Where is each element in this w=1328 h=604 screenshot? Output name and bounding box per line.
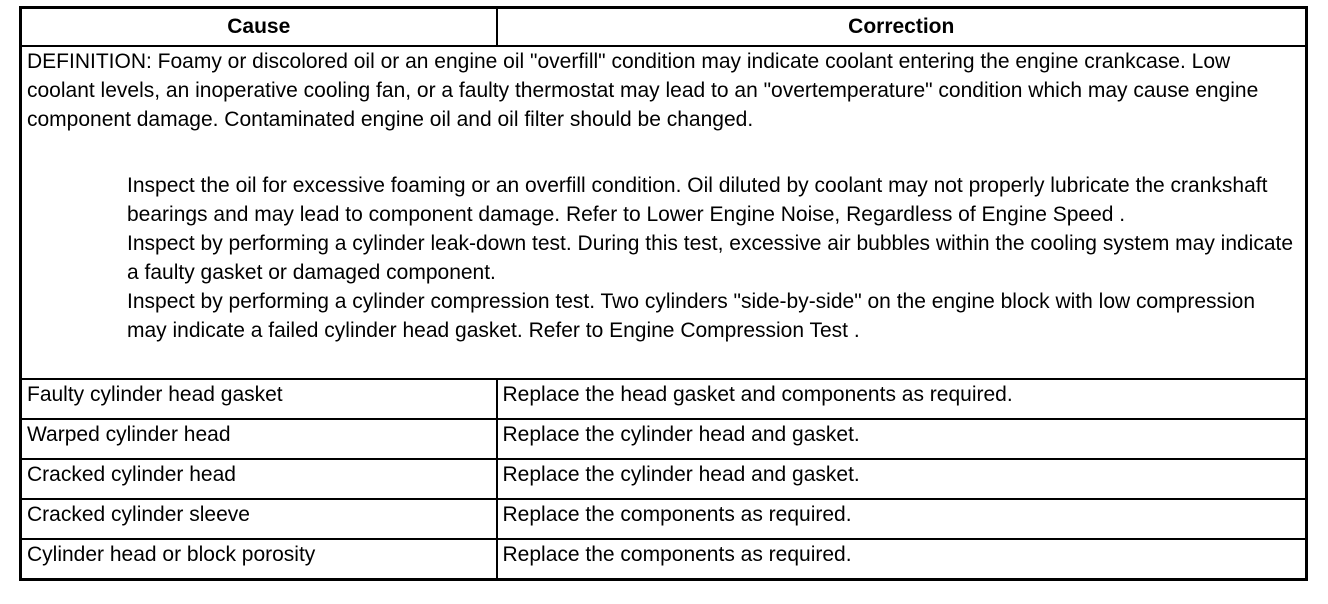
inspection-step: Inspect by performing a cylinder compression test. Two cylinders "side-by-side" on the engine block with low compression may indicate a failed cylinder head gasket. Refer to Engine Compression Test . [127, 290, 1256, 342]
cause-cell: Cracked cylinder sleeve [21, 499, 497, 539]
inspection-step: Inspect by performing a cylinder leak-down test. During this test, excessive air bubbles within the cooling system may indicate a faulty gasket or damaged component. [127, 232, 1294, 284]
cause-cell: Warped cylinder head [21, 419, 497, 459]
correction-cell: Replace the cylinder head and gasket. [497, 419, 1307, 459]
header-correction: Correction [497, 8, 1307, 47]
header-cause: Cause [21, 8, 497, 47]
correction-cell: Replace the components as required. [497, 499, 1307, 539]
cause-cell: Faulty cylinder head gasket [21, 379, 497, 419]
inspection-steps [127, 171, 1300, 345]
table-row [21, 539, 1307, 580]
inspection-step: Inspect the oil for excessive foaming or an overfill condition. Oil diluted by coolant may not properly lubricate the crankshaft bearings and may lead to component damage. Refer to Lower Engine Noise, Regardless of Engine Speed . [127, 174, 1268, 226]
header-row [21, 8, 1307, 47]
table-row [21, 419, 1307, 459]
cause-cell: Cylinder head or block porosity [21, 539, 497, 580]
table-row [21, 499, 1307, 539]
diagnosis-table [19, 6, 1308, 581]
correction-cell: Replace the components as required. [497, 539, 1307, 580]
cause-cell: Cracked cylinder head [21, 459, 497, 499]
table-row [21, 459, 1307, 499]
table-row [21, 379, 1307, 419]
definition-cell [21, 46, 1307, 379]
definition-row [21, 46, 1307, 379]
definition-text: DEFINITION: Foamy or discolored oil or an engine oil "overfill" condition may indicate coolant entering the engine crankcase. Low coolant levels, an inoperative cooling fan, or a faulty thermostat may lead to an "overtemperature" condition which may cause engine component damage. Contaminated engine oil and oil filter should be changed. [27, 50, 1259, 131]
correction-cell: Replace the head gasket and components as required. [497, 379, 1307, 419]
correction-cell: Replace the cylinder head and gasket. [497, 459, 1307, 499]
